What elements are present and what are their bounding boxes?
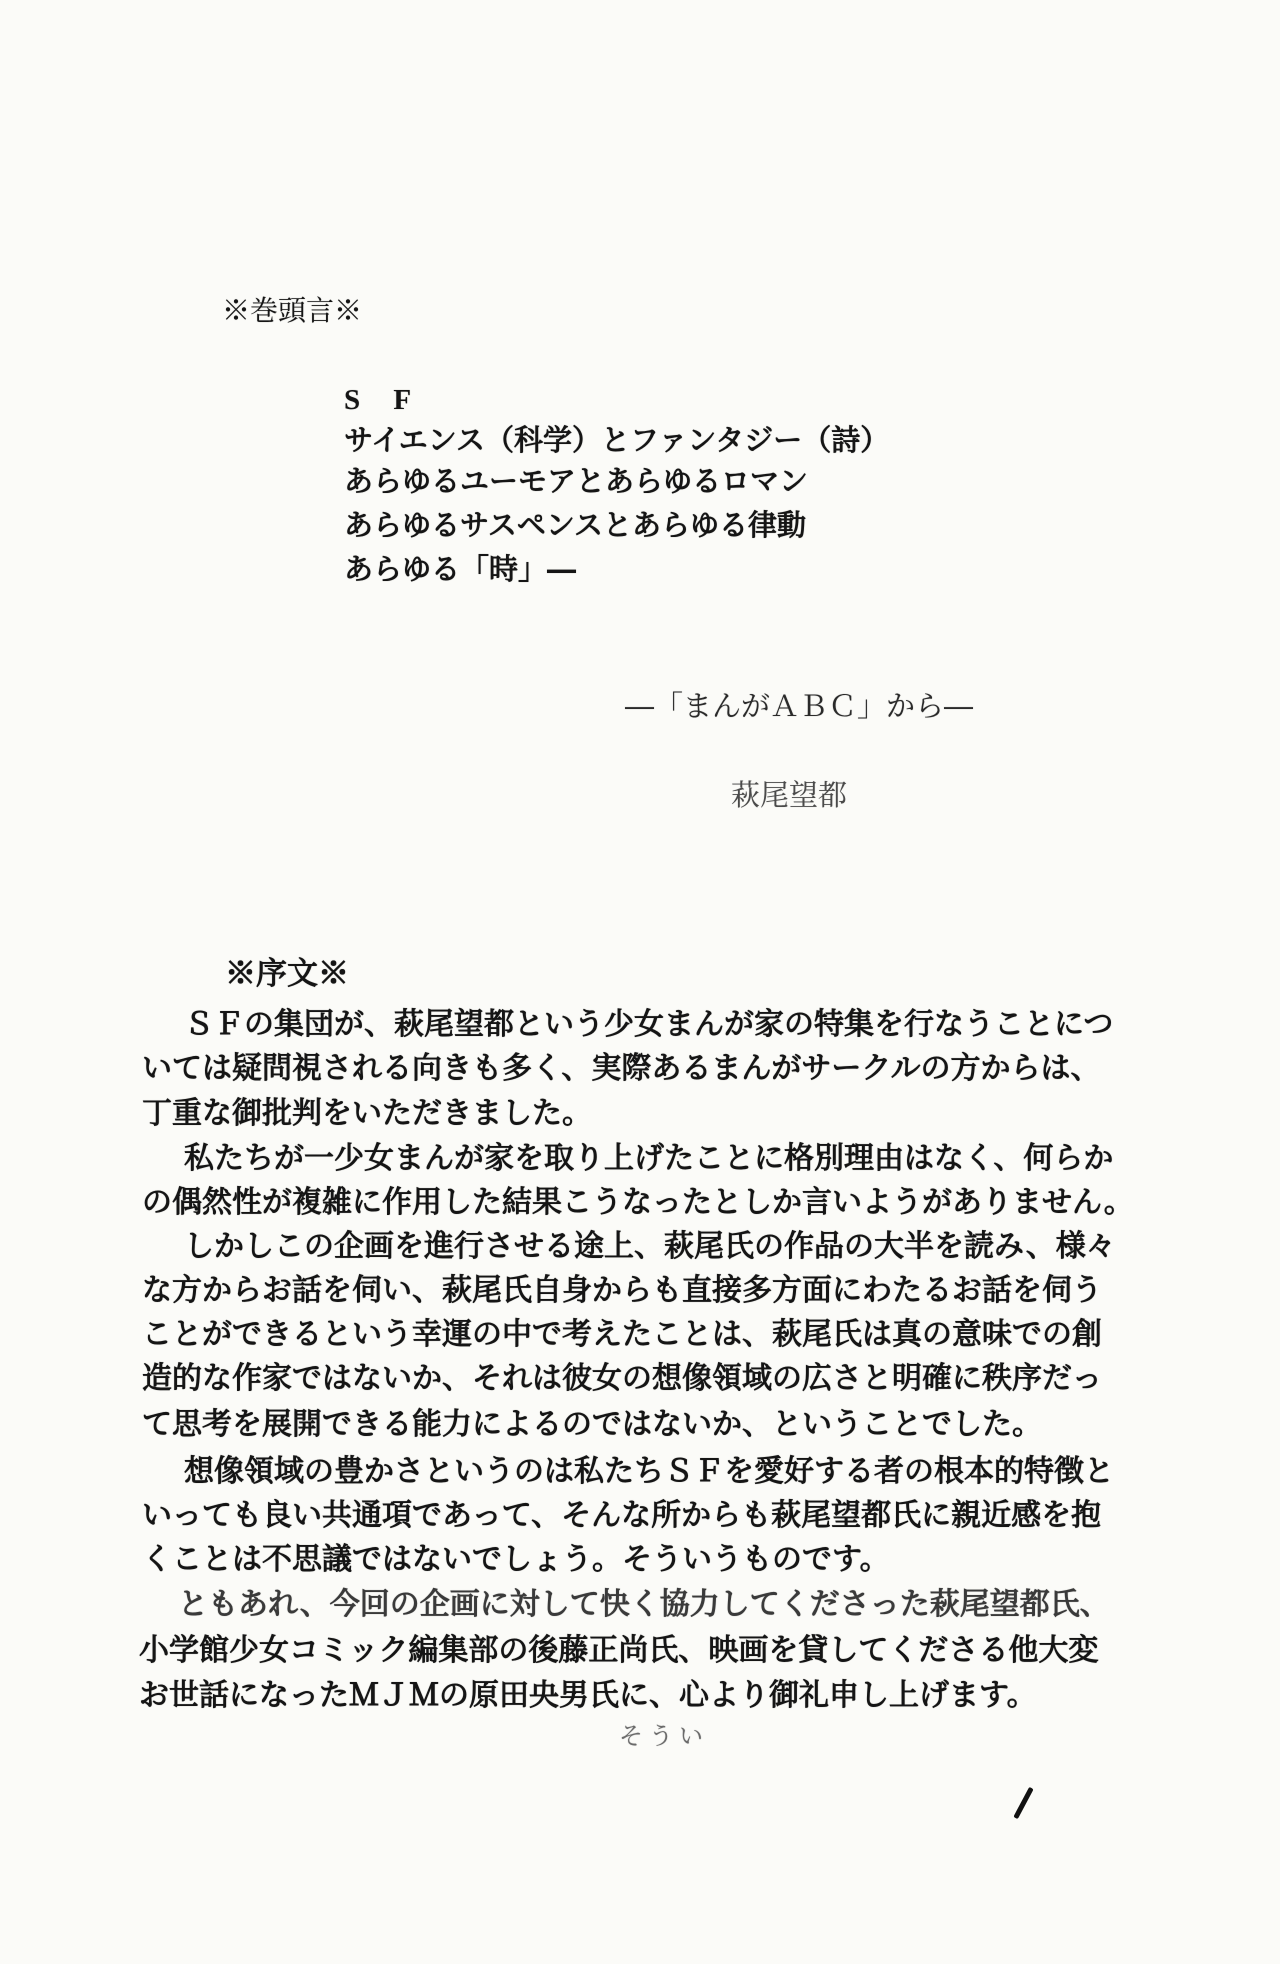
preface-line: いては疑問視される向きも多く、実際あるまんがサークルの方からは、 [142,1051,1101,1086]
preface-line: 造的な作家ではないか、それは彼女の想像領域の広さと明確に秩序だっ [142,1361,1102,1396]
preface-line: お世話になったＭＪＭの原田央男氏に、心より御礼申し上げます。 [139,1678,1037,1713]
preface-line: 私たちが一少女まんが家を取り上げたことに格別理由はなく、何らか [184,1141,1114,1176]
quote-source: ―「まんがＡＢＣ」から― [625,689,974,723]
preface-line: て思考を展開できる能力によるのではないか、ということでした。 [142,1407,1042,1442]
pen-mark [1013,1787,1033,1819]
preface-line: 小学館少女コミック編集部の後藤正尚氏、映画を貸してくださる他大変 [139,1633,1099,1668]
preface-line: の偶然性が複雑に作用した結果こうなったとしか言いようがありません。 [142,1185,1134,1220]
preface-line: いっても良い共通項であって、そんな所からも萩尾望都氏に親近感を抱 [142,1498,1102,1533]
poem-line: あらゆるサスペンスとあらゆる律動 [344,508,806,542]
preface-line: ことができるという幸運の中で考えたことは、萩尾氏は真の意味での創 [142,1317,1102,1352]
poem-line: サイエンス（科学）とファンタジー（詩） [344,423,890,457]
preface-line: ともあれ、今回の企画に対して快く協力してくださった萩尾望都氏、 [178,1587,1110,1622]
preface-line: な方からお話を伺い、萩尾氏自身からも直接多方面にわたるお話を伺う [142,1273,1102,1308]
poem-line: あらゆる「時」― [344,552,577,586]
preface-line: くことは不思議ではないでしょう。そういうものです。 [142,1542,890,1577]
preface-heading: ※序文※ [225,956,349,992]
preface-line: 想像領域の豊かさというのは私たちＳＦを愛好する者の根本的特徴と [184,1454,1114,1489]
footer-note: そうい [619,1722,709,1750]
quote-author: 萩尾望都 [731,778,848,812]
preface-line: しかしこの企画を進行させる途上、萩尾氏の作品の大半を読み、様々 [184,1229,1116,1264]
preface-line: 丁重な御批判をいただきました。 [142,1096,592,1131]
poem-line: S F [344,384,412,416]
epigraph-heading: ※巻頭言※ [222,294,363,327]
preface-line: ＳＦの集団が、萩尾望都という少女まんが家の特集を行なうことにつ [184,1007,1114,1042]
poem-line: あらゆるユーモアとあらゆるロマン [344,464,809,498]
